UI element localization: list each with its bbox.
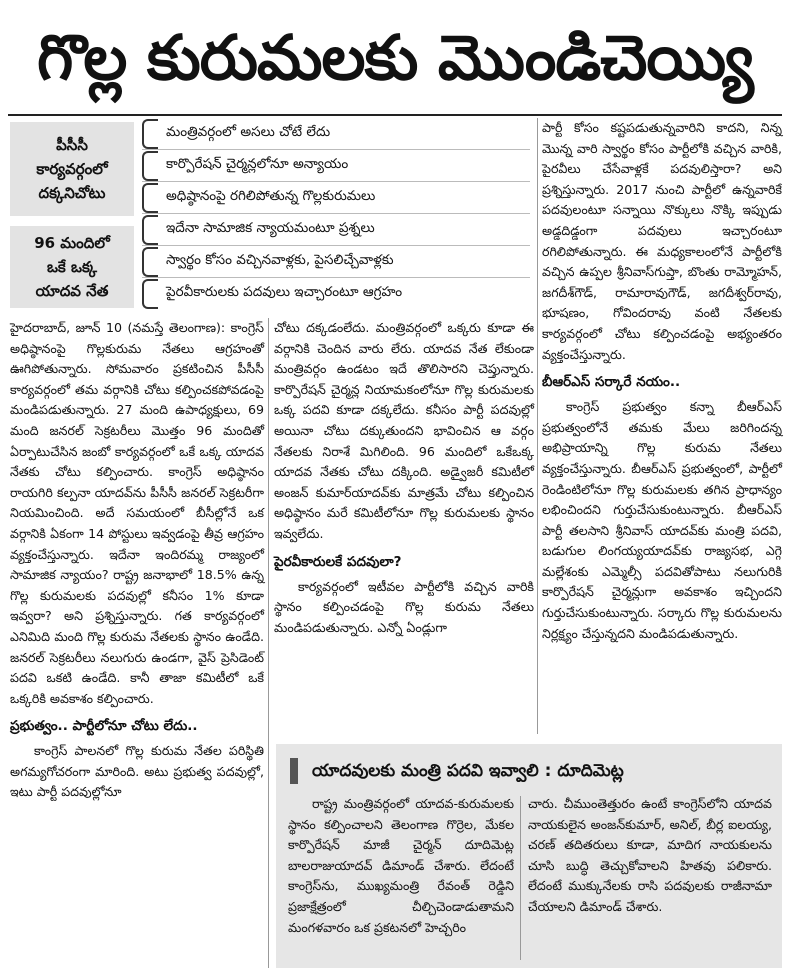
sidebar-story-title-text: యాదవులకు మంత్రి పదవి ఇవ్వాలి : దూదిమెట్ల: [312, 761, 624, 781]
sidebox-pcc-line: పీసీసీ: [56, 136, 88, 154]
paragraph: పార్టీ కోసం కష్టపడుతున్నవారిని కాదని, నిన్న మొన్న వారి స్వార్థం కోసం పార్టీలోకి వచ్చిన వారికి, పైరవీలు చేసేవాళ్లకే పదవులిస్తారా? అని ప్రశ్నిస్తున్నారు. 2017 నుంచి పార్టీలో ఉన్నవారికే పదవులంటూ సన్నాయి నొక్కులు నొక్కి ఇప్పుడు అడ్డదిడ్డంగా పదవులు ఇచ్చారంటూ రగిలిపోతున్నారు. ఈ మధ్యకాలంలోనే పార్టీలోకి వచ్చిన ఉప్పల శ్రీనివాస్‌గుప్తా, బొంతు రామ్మోహన్, జగదీశ్‌గౌడ్, రామారావుగౌడ్, జగదీశ్వర్‌రావు, భూషణం, గోవిందరావు వంటి నేతలకు కార్యవర్గంలో చోటు కల్పించడంపై అభ్యంతరం వ్యక్తంచేస్తున్నారు.: [542, 120, 782, 362]
highlight-text: ఇదేనా సామాజిక న్యాయమంటూ ప్రశ్నలు: [166, 220, 375, 236]
article-column-3: [542, 118, 782, 644]
article-column-1: [10, 318, 264, 803]
column-rule: [520, 796, 521, 960]
sidebox-96: [10, 226, 134, 308]
highlight-item: [142, 278, 530, 309]
highlight-text: స్వార్థం కోసం వచ్చినవాళ్లకు, పైసలిచ్చేవాళ్లకు: [166, 252, 394, 268]
column-rule: [268, 318, 269, 968]
paragraph: రాష్ట్ర మంత్రివర్గంలో యాదవ-కురుమలకు స్థానం కల్పించాలని తెలంగాణ గొర్రెల, మేకల కార్పొరేషన్ మాజీ చైర్మన్ దూదిమెట్ల బాలరాజుయాదవ్ డిమాండ్ చేశారు. లేదంటే కాంగ్రెస్‌ను, ముఖ్యమంత్రి రేవంత్ రెడ్డిని ప్రజాక్షేత్రంలో చీల్చిచెండాడుతామని మంగళవారం ఒక ప్రకటనలో హెచ్చరిం: [288, 796, 514, 935]
headline-divider: [8, 114, 782, 116]
highlight-item: [142, 150, 530, 182]
article-column-2: [274, 318, 534, 638]
sidebar-story-column-2: [528, 794, 772, 918]
highlight-text: మంత్రివర్గంలో అసలు చోటే లేదు: [166, 124, 331, 140]
sidebar-story-column-1: [288, 794, 514, 938]
headline: గొల్ల కురుమలకు మొండిచెయ్యి: [37, 21, 753, 94]
sidebox-96-line: యాదవ నేత: [35, 282, 109, 300]
highlight-item: [142, 214, 530, 246]
subheading: బీఆర్‌ఎస్ సర్కారే నయం..: [542, 374, 681, 391]
sidebar-story-box: [276, 744, 782, 968]
bracket-icon: [142, 215, 158, 245]
bracket-icon: [142, 183, 158, 213]
highlight-item: [142, 182, 530, 214]
bracket-icon: [142, 151, 158, 181]
sidebox-96-line: 96 మందిలో: [34, 234, 110, 252]
sidebox-pcc-line: కార్యవర్గంలో: [36, 160, 108, 178]
sidebox-pcc: [10, 122, 134, 216]
bracket-icon: [142, 247, 158, 277]
sidebar-story-title: [276, 754, 782, 788]
column-rule: [537, 118, 538, 734]
paragraph: కాంగ్రెస్ పాలనలో గొల్ల కురుమ నేతల పరిస్థితి అగమ్యగోచరంగా మారింది. అటు ప్రభుత్వ పదవుల్లో, ఇటు పార్టీ పదవుల్లోనూ: [10, 743, 264, 800]
subheading: పైరవీకారులకే పదవులా?: [274, 553, 402, 570]
highlights-list: [142, 118, 530, 309]
highlight-item: [142, 118, 530, 150]
bracket-icon: [142, 119, 158, 149]
title-bar-icon: [290, 758, 298, 784]
highlight-text: అధిష్ఠానంపై రగిలిపోతున్న గొల్లకురుమలు: [166, 188, 376, 204]
subheading: ప్రభుత్వం.. పార్టీలోనూ చోటు లేదు..: [10, 718, 198, 735]
highlight-text: కార్పొరేషన్ చైర్మన్లలోనూ అన్యాయం: [166, 156, 349, 172]
paragraph: కాంగ్రెస్ ప్రభుత్వం కన్నా బీఆర్‌ఎస్ ప్రభుత్వంలోనే తమకు మేలు జరిగిందన్న అభిప్రాయాన్ని గొల్ల కురుమ నేతలు వ్యక్తంచేస్తున్నారు. బీఆర్‌ఎస్ ప్రభుత్వంలో, పార్టీలో రెండింటిలోనూ గొల్ల కురుమలకు తగిన ప్రాధాన్యం లభించిందని గుర్తుచేసుకుంటున్నారు. బీఆర్‌ఎస్ పార్టీ తలసాని శ్రీనివాస్ యాదవ్‌కు మంత్రి పదవి, బడుగుల లింగయ్యయాదవ్‌కు రాజ్యసభ, ఎగ్గె మల్లేశంకు ఎమ్మెల్సీ పదవితోపాటు నలుగురికి కార్పొరేషన్ చైర్మన్లుగా అవకాశం ఇచ్చిందని గుర్తుచేసుకుంటున్నారు. సర్కారు గొల్ల కురుమలను నిర్లక్ష్యం చేస్తున్నదని మండిపడుతున్నారు.: [542, 399, 782, 641]
bracket-icon: [142, 279, 158, 309]
sidebox-pcc-line: దక్కనిచోటు: [38, 184, 106, 202]
highlight-item: [142, 246, 530, 278]
paragraph: కార్యవర్గంలో ఇటీవల పార్టీలోకి వచ్చిన వారికి స్థానం కల్పించడంపై గొల్ల కురుమ నేతలు మండిపడుతున్నారు. ఎన్నో ఏండ్లుగా: [274, 578, 534, 635]
sidebox-96-line: ఒకే ఒక్క: [46, 258, 98, 276]
paragraph: హైదరాబాద్, జూన్ 10 (నమస్తే తెలంగాణ): కాంగ్రెస్ అధిష్ఠానంపై గొల్లకురుమ నేతలు ఆగ్రహంతో ఊగిపోతున్నారు. సోమవారం ప్రకటించిన పీసీసీ కార్యవర్గంలో తమ వర్గానికి చోటు కల్పించకపోవడంపై మండిపడుతున్నారు. 27 మంది ఉపాధ్యక్షులు, 69 మంది జనరల్ సెక్రటరీలు మొత్తం 96 మందితో ఏర్పాటుచేసిన జంబో కార్యవర్గంలో ఒకే ఒక్క యాదవ నేతకు చోటు కల్పించారు. కాంగ్రెస్ అధిష్ఠానం రాయగిరి కల్పనా యాదవ్‌ను పీసీసీ జనరల్ సెక్రటరీగా నియమించింది. అదే సమయంలో బీసీల్లోనే ఒక వర్గానికి ఏకంగా 14 పోస్టులు ఇవ్వడంపై తీవ్ర ఆగ్రహం వ్యక్తంచేస్తున్నారు. ఇదేనా ఇందిరమ్మ రాజ్యంలో సామాజిక న్యాయం? రాష్ట్ర జనాభాలో 18.5% ఉన్న గొల్ల కురుమలకు పదవుల్లో కనీసం 1% కూడా ఇవ్వరా? అని ప్రశ్నిస్తున్నారు. గత కార్యవర్గంలో ఎనిమిది మంది గొల్ల కురుమ నేతలకు స్థానం ఉండేది. జనరల్ సెక్రటరీలు నలుగురు ఉండగా, వైస్ ప్రెసిడెంట్ పదవి ఒకటి ఉండేది. కానీ తాజా కమిటీలో ఒకే ఒక్కరికి అవకాశం కల్పించారు.: [10, 320, 264, 706]
paragraph: చోటు దక్కడంలేదు. మంత్రివర్గంలో ఒక్కరు కూడా ఈ వర్గానికి చెందిన వారు లేరు. యాదవ నేత లేకుండా మంత్రివర్గం ఉండటం ఇదే తొలిసారని చెప్తున్నారు. కార్పొరేషన్ చైర్మన్ల నియామకంలోనూ గొల్ల కురుమలకు ఒక్క పదవి కూడా దక్కలేదు. కనీసం పార్టీ పదవుల్లో అయినా చోటు దక్కుతుందని భావించిన ఆ వర్గం నేతలకు నిరాశే మిగిలింది. 96 మందిలో ఒకేఒక్క యాదవ నేతకు చోటు దక్కింది. అడ్వైజరీ కమిటీలో అంజన్ కుమార్‌యాదవ్‌కు మాత్రమే చోటు కల్పించిన అధిష్ఠానం మరే కమిటీలోనూ గొల్ల కురుమలకు స్థానం ఇవ్వలేదు.: [274, 320, 534, 541]
paragraph: చారు. చీముంతెత్తురం ఉంటే కాంగ్రెస్‌లోని యాదవ నాయకులైన అంజన్‌కుమార్, అనిల్, బీర్ల ఐలయ్య, చరణ్ తదితరులు కూడా, మాదిగ నాయకులను చూసి బుద్ధి తెచ్చుకోవాలని హితవు పలికారు. లేదంటే ముక్కునేలకు రాసి పదవులకు రాజీనామా చేయాలని డిమాండ్ చేశారు.: [528, 796, 772, 914]
highlight-text: పైరవీకారులకు పదవులు ఇచ్చారంటూ ఆగ్రహం: [166, 284, 403, 300]
